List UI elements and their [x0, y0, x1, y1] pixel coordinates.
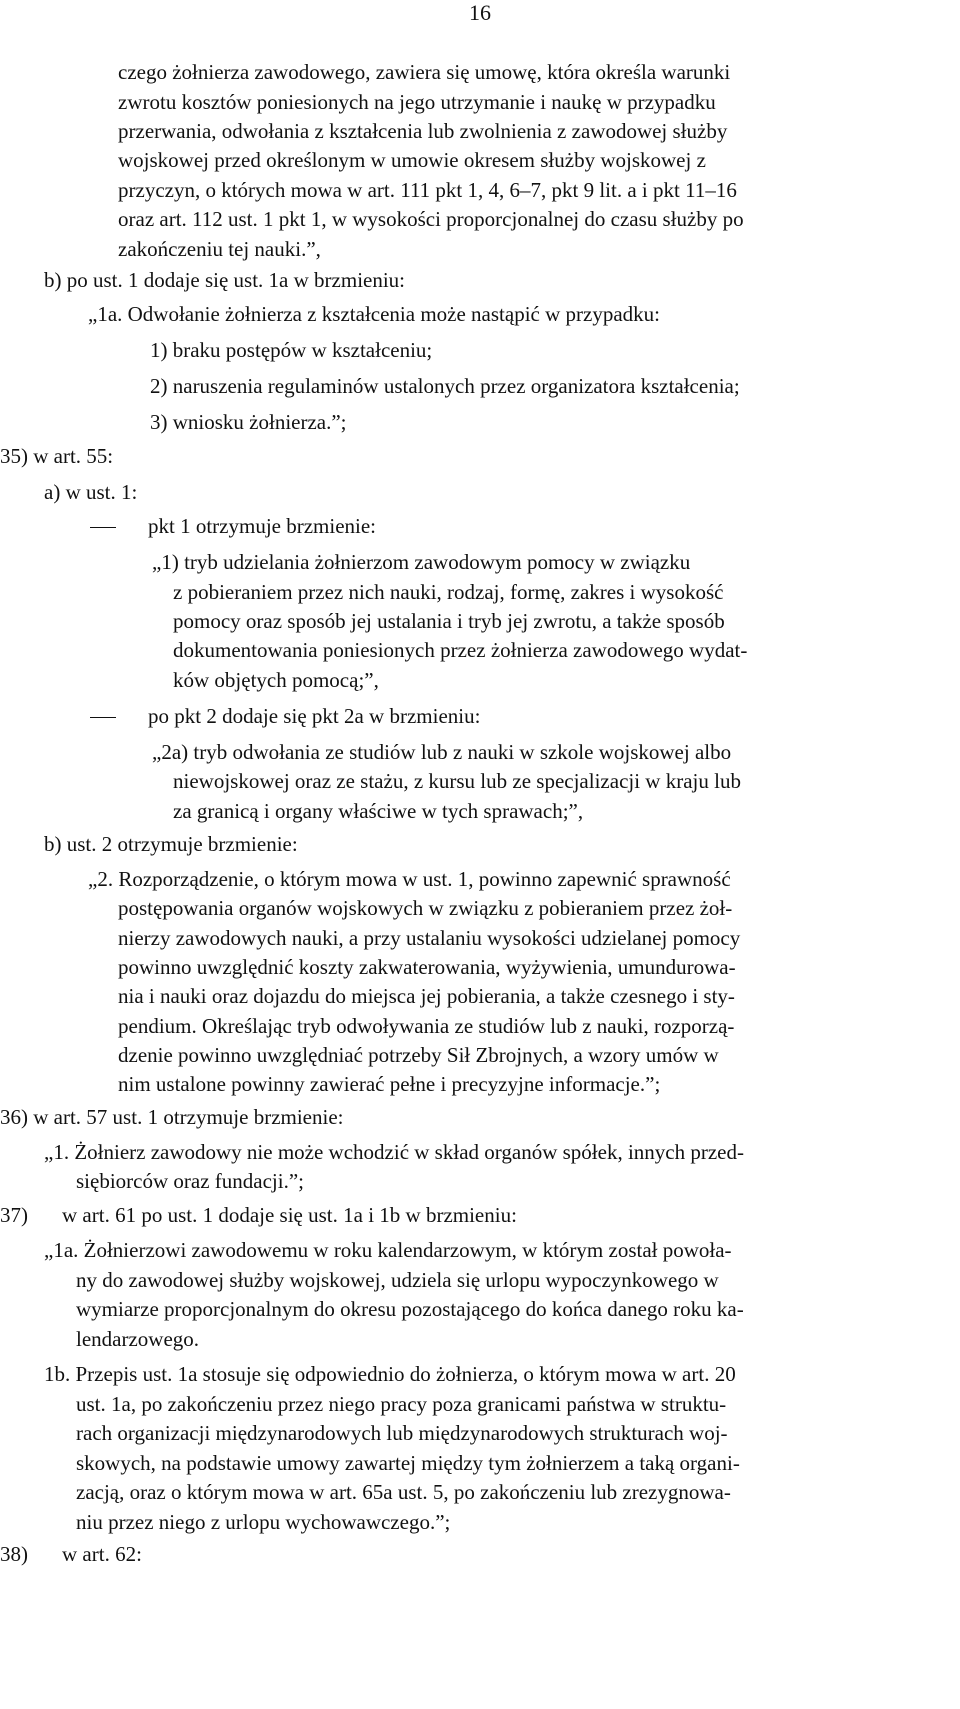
dash-item: po pkt 2 dodaje się pkt 2a w brzmieniu: — [148, 704, 481, 728]
quoted-line: siębiorców oraz fundacji.”; — [76, 1169, 304, 1193]
point-header: w art. 62: — [62, 1542, 142, 1566]
quoted-line: pomocy oraz sposób jej ustalania i tryb jej zwrotu, a także sposób — [173, 609, 725, 633]
quoted-line: zacją, oraz o którym mowa w art. 65a ust. 5, po zakończeniu lub zrezygnowa- — [76, 1480, 731, 1504]
dash-marker — [90, 527, 116, 528]
quoted-line: powinno uwzględnić koszty zakwaterowania, wyżywienia, umundurowa- — [118, 955, 736, 979]
quoted-line: „1a. Żołnierzowi zawodowemu w roku kalendarzowym, w którym został powoła- — [44, 1238, 732, 1262]
text-line: wojskowej przed określonym w umowie okresem służby wojskowej z — [118, 148, 706, 172]
quoted-line: ków objętych pomocą;”, — [173, 668, 379, 692]
point-number: 37) — [0, 1203, 28, 1227]
quoted-line: lendarzowego. — [76, 1327, 200, 1351]
text-line: zakończeniu tej nauki.”, — [118, 237, 321, 261]
quoted-line: „1) tryb udzielania żołnierzom zawodowym pomocy w związku — [152, 550, 691, 574]
quoted-line: wymiarze proporcjonalnym do okresu pozostającego do końca danego roku ka- — [76, 1297, 744, 1321]
quoted-line: ny do zawodowej służby wojskowej, udziela się urlopu wypoczynkowego w — [76, 1268, 719, 1292]
quoted-line: nierzy zawodowych nauki, a przy ustalaniu wysokości udzielanej pomocy — [118, 926, 741, 950]
list-item: 1) braku postępów w kształceniu; — [150, 338, 433, 362]
text-line: oraz art. 112 ust. 1 pkt 1, w wysokości proporcjonalnej do czasu służby po — [118, 207, 744, 231]
text-line: czego żołnierza zawodowego, zawiera się umowę, która określa warunki — [118, 60, 731, 84]
dash-item: pkt 1 otrzymuje brzmienie: — [148, 514, 377, 538]
text-line: przerwania, odwołania z kształcenia lub zwolnienia z zawodowej służby — [118, 119, 728, 143]
subpoint-header: a) w ust. 1: — [44, 480, 138, 504]
quoted-line: nia i nauki oraz dojazdu do miejsca jej pobierania, a także czesnego i sty- — [118, 984, 735, 1008]
quoted-intro: „1a. Odwołanie żołnierza z kształcenia może nastąpić w przypadku: — [88, 302, 660, 326]
subpoint-header: b) po ust. 1 dodaje się ust. 1a w brzmieniu: — [44, 268, 406, 292]
quoted-line: za granicą i organy właściwe w tych sprawach;”, — [173, 799, 584, 823]
quoted-line: dzenie powinno uwzględniać potrzeby Sił Zbrojnych, a wzory umów w — [118, 1043, 719, 1067]
quoted-line: „2a) tryb odwołania ze studiów lub z nauki w szkole wojskowej albo — [152, 740, 732, 764]
text-line: przyczyn, o których mowa w art. 111 pkt 1, 4, 6–7, pkt 9 lit. a i pkt 11–16 — [118, 178, 737, 202]
quoted-line: z pobieraniem przez nich nauki, rodzaj, formę, zakres i wysokość — [173, 580, 724, 604]
quoted-line: „1. Żołnierz zawodowy nie może wchodzić w skład organów spółek, innych przed- — [44, 1140, 744, 1164]
point-header: w art. 61 po ust. 1 dodaje się ust. 1a i 1b w brzmieniu: — [62, 1203, 517, 1227]
point-number: 38) — [0, 1542, 28, 1566]
quoted-line: dokumentowania poniesionych przez żołnierza zawodowego wydat- — [173, 638, 748, 662]
quoted-line: niu przez niego z urlopu wychowawczego.”; — [76, 1510, 451, 1534]
list-item: 3) wniosku żołnierza.”; — [150, 410, 347, 434]
page-number: 16 — [469, 0, 491, 25]
point-header: 36) w art. 57 ust. 1 otrzymuje brzmienie: — [0, 1105, 344, 1129]
quoted-line: niewojskowej oraz ze stażu, z kursu lub ze specjalizacji w kraju lub — [173, 769, 741, 793]
quoted-line: 1b. Przepis ust. 1a stosuje się odpowiednio do żołnierza, o którym mowa w art. 20 — [44, 1362, 736, 1386]
quoted-line: nim ustalone powinny zawierać pełne i precyzyjne informacje.”; — [118, 1072, 661, 1096]
text-line: zwrotu kosztów poniesionych na jego utrzymanie i naukę w przypadku — [118, 90, 716, 114]
quoted-line: ust. 1a, po zakończeniu przez niego pracy poza granicami państwa w struktu- — [76, 1392, 727, 1416]
quoted-line: postępowania organów wojskowych w związku z pobieraniem przez żoł- — [118, 896, 733, 920]
list-item: 2) naruszenia regulaminów ustalonych przez organizatora kształcenia; — [150, 374, 740, 398]
quoted-line: pendium. Określając tryb odwoływania ze studiów lub z nauki, rozporzą- — [118, 1014, 735, 1038]
dash-marker — [90, 717, 116, 718]
point-header: 35) w art. 55: — [0, 444, 114, 468]
quoted-line: skowych, na podstawie umowy zawartej między tym żołnierzem a taką organi- — [76, 1451, 740, 1475]
quoted-line: „2. Rozporządzenie, o którym mowa w ust. 1, powinno zapewnić sprawność — [88, 867, 731, 891]
subpoint-header: b) ust. 2 otrzymuje brzmienie: — [44, 832, 298, 856]
quoted-line: rach organizacji międzynarodowych lub międzynarodowych strukturach woj- — [76, 1421, 728, 1445]
